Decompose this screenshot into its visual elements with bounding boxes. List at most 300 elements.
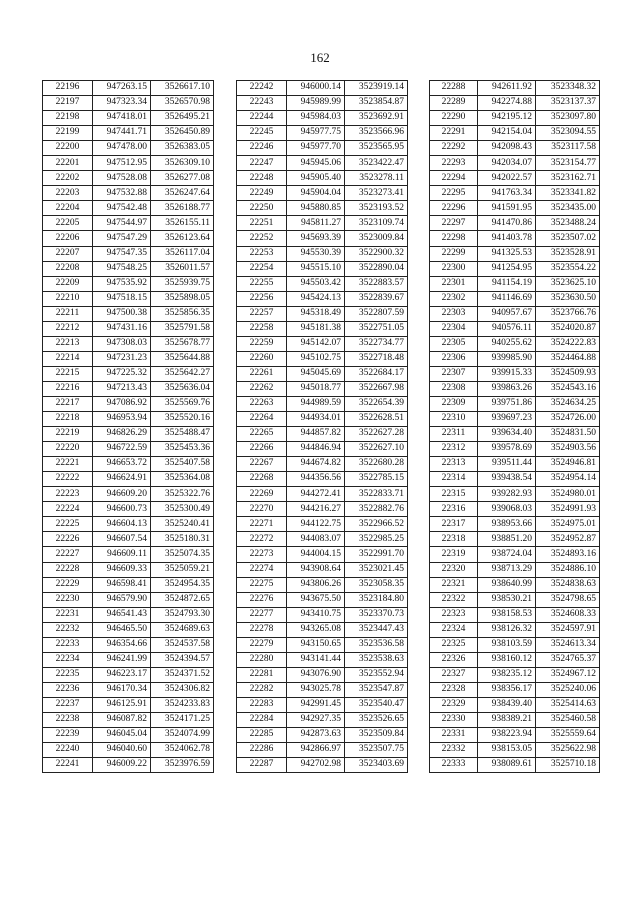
table-row [43, 562, 214, 577]
table-row [237, 321, 408, 336]
x-coordinate-cell: 945905.40 [287, 171, 345, 186]
x-coordinate-cell: 944083.07 [287, 532, 345, 547]
y-coordinate-cell: 3522628.51 [345, 412, 408, 427]
point-number-cell: 22203 [43, 186, 93, 201]
x-coordinate-cell: 945515.10 [287, 261, 345, 276]
table-row [430, 81, 600, 96]
y-coordinate-cell: 3524798.65 [536, 592, 600, 607]
y-coordinate-cell: 3522966.52 [345, 517, 408, 532]
point-number-cell: 22208 [43, 261, 93, 276]
y-coordinate-cell: 3525460.58 [536, 712, 600, 727]
y-coordinate-cell: 3523370.73 [345, 607, 408, 622]
table-row [430, 216, 600, 231]
point-number-cell: 22226 [43, 532, 93, 547]
x-coordinate-cell: 947308.03 [93, 336, 151, 351]
y-coordinate-cell: 3524946.81 [536, 457, 600, 472]
point-number-cell: 22199 [43, 126, 93, 141]
y-coordinate-cell: 3524062.78 [151, 743, 214, 758]
point-number-cell: 22264 [237, 412, 287, 427]
y-coordinate-cell: 3526247.64 [151, 186, 214, 201]
table-row [43, 246, 214, 261]
x-coordinate-cell: 942927.35 [287, 712, 345, 727]
x-coordinate-cell: 943150.65 [287, 637, 345, 652]
y-coordinate-cell: 3525059.21 [151, 562, 214, 577]
table-row [43, 306, 214, 321]
table-row [43, 81, 214, 96]
y-coordinate-cell: 3526123.64 [151, 231, 214, 246]
x-coordinate-cell: 942098.43 [478, 141, 536, 156]
y-coordinate-cell: 3524893.16 [536, 547, 600, 562]
point-number-cell: 22296 [430, 201, 478, 216]
table-row [430, 442, 600, 457]
x-coordinate-cell: 942022.57 [478, 171, 536, 186]
table-row [237, 577, 408, 592]
x-coordinate-cell: 947231.23 [93, 351, 151, 366]
x-coordinate-cell: 945945.06 [287, 156, 345, 171]
y-coordinate-cell: 3523526.65 [345, 712, 408, 727]
y-coordinate-cell: 3523097.80 [536, 111, 600, 126]
x-coordinate-cell: 942866.97 [287, 743, 345, 758]
table-row [237, 652, 408, 667]
table-row [430, 592, 600, 607]
x-coordinate-cell: 939282.93 [478, 487, 536, 502]
y-coordinate-cell: 3525240.06 [536, 682, 600, 697]
point-number-cell: 22246 [237, 141, 287, 156]
y-coordinate-cell: 3523137.37 [536, 96, 600, 111]
x-coordinate-cell: 938103.59 [478, 637, 536, 652]
x-coordinate-cell: 946598.41 [93, 577, 151, 592]
y-coordinate-cell: 3525322.76 [151, 487, 214, 502]
table-row [43, 96, 214, 111]
point-number-cell: 22304 [430, 321, 478, 336]
y-coordinate-cell: 3524597.91 [536, 622, 600, 637]
point-number-cell: 22198 [43, 111, 93, 126]
point-number-cell: 22233 [43, 637, 93, 652]
table-row [237, 487, 408, 502]
point-number-cell: 22210 [43, 291, 93, 306]
y-coordinate-cell: 3524954.35 [151, 577, 214, 592]
table-row [430, 532, 600, 547]
point-number-cell: 22231 [43, 607, 93, 622]
point-number-cell: 22216 [43, 381, 93, 396]
table-row [237, 712, 408, 727]
x-coordinate-cell: 945811.27 [287, 216, 345, 231]
y-coordinate-cell: 3523536.58 [345, 637, 408, 652]
x-coordinate-cell: 943141.44 [287, 652, 345, 667]
y-coordinate-cell: 3523566.96 [345, 126, 408, 141]
x-coordinate-cell: 943025.78 [287, 682, 345, 697]
x-coordinate-cell: 945018.77 [287, 381, 345, 396]
y-coordinate-cell: 3523507.75 [345, 743, 408, 758]
point-number-cell: 22215 [43, 366, 93, 381]
point-number-cell: 22253 [237, 246, 287, 261]
x-coordinate-cell: 939915.33 [478, 366, 536, 381]
x-coordinate-cell: 938235.12 [478, 667, 536, 682]
table-row [237, 457, 408, 472]
point-number-cell: 22306 [430, 351, 478, 366]
y-coordinate-cell: 3524967.12 [536, 667, 600, 682]
y-coordinate-cell: 3524394.57 [151, 652, 214, 667]
y-coordinate-cell: 3524543.16 [536, 381, 600, 396]
table-row [43, 592, 214, 607]
y-coordinate-cell: 3524371.52 [151, 667, 214, 682]
y-coordinate-cell: 3523447.43 [345, 622, 408, 637]
point-number-cell: 22252 [237, 231, 287, 246]
y-coordinate-cell: 3524464.88 [536, 351, 600, 366]
point-number-cell: 22218 [43, 412, 93, 427]
y-coordinate-cell: 3524171.25 [151, 712, 214, 727]
table-row [43, 487, 214, 502]
x-coordinate-cell: 947548.25 [93, 261, 151, 276]
x-coordinate-cell: 943675.50 [287, 592, 345, 607]
x-coordinate-cell: 938153.05 [478, 743, 536, 758]
y-coordinate-cell: 3524872.65 [151, 592, 214, 607]
point-number-cell: 22211 [43, 306, 93, 321]
table-row [237, 201, 408, 216]
table-row [43, 667, 214, 682]
point-number-cell: 22263 [237, 396, 287, 411]
point-number-cell: 22294 [430, 171, 478, 186]
point-number-cell: 22325 [430, 637, 478, 652]
x-coordinate-cell: 946600.73 [93, 502, 151, 517]
table-row [430, 366, 600, 381]
y-coordinate-cell: 3524608.33 [536, 607, 600, 622]
x-coordinate-cell: 938851.20 [478, 532, 536, 547]
table-row [430, 291, 600, 306]
point-number-cell: 22219 [43, 427, 93, 442]
table-row [237, 607, 408, 622]
point-number-cell: 22238 [43, 712, 93, 727]
table-row [43, 607, 214, 622]
y-coordinate-cell: 3523554.22 [536, 261, 600, 276]
table-row [237, 366, 408, 381]
x-coordinate-cell: 943265.08 [287, 622, 345, 637]
point-number-cell: 22326 [430, 652, 478, 667]
y-coordinate-cell: 3524831.50 [536, 427, 600, 442]
x-coordinate-cell: 944004.15 [287, 547, 345, 562]
point-number-cell: 22319 [430, 547, 478, 562]
y-coordinate-cell: 3522680.28 [345, 457, 408, 472]
point-number-cell: 22242 [237, 81, 287, 96]
y-coordinate-cell: 3522833.71 [345, 487, 408, 502]
y-coordinate-cell: 3523976.59 [151, 758, 214, 773]
point-number-cell: 22213 [43, 336, 93, 351]
x-coordinate-cell: 946624.91 [93, 472, 151, 487]
point-number-cell: 22255 [237, 276, 287, 291]
x-coordinate-cell: 947418.01 [93, 111, 151, 126]
point-number-cell: 22300 [430, 261, 478, 276]
point-number-cell: 22286 [237, 743, 287, 758]
x-coordinate-cell: 946125.91 [93, 697, 151, 712]
y-coordinate-cell: 3522839.67 [345, 291, 408, 306]
y-coordinate-cell: 3524952.87 [536, 532, 600, 547]
y-coordinate-cell: 3526617.10 [151, 81, 214, 96]
x-coordinate-cell: 945984.03 [287, 111, 345, 126]
point-number-cell: 22333 [430, 758, 478, 773]
y-coordinate-cell: 3526309.10 [151, 156, 214, 171]
y-coordinate-cell: 3525559.64 [536, 728, 600, 743]
table-row [430, 351, 600, 366]
y-coordinate-cell: 3525569.76 [151, 396, 214, 411]
x-coordinate-cell: 944122.75 [287, 517, 345, 532]
point-number-cell: 22248 [237, 171, 287, 186]
table-row [237, 216, 408, 231]
table-row [237, 562, 408, 577]
y-coordinate-cell: 3522627.28 [345, 427, 408, 442]
table-row [430, 502, 600, 517]
x-coordinate-cell: 945880.85 [287, 201, 345, 216]
y-coordinate-cell: 3523193.52 [345, 201, 408, 216]
table-row [43, 201, 214, 216]
table-row [430, 396, 600, 411]
point-number-cell: 22230 [43, 592, 93, 607]
y-coordinate-cell: 3526570.98 [151, 96, 214, 111]
table-row [430, 697, 600, 712]
x-coordinate-cell: 941591.95 [478, 201, 536, 216]
table-row [430, 306, 600, 321]
y-coordinate-cell: 3526277.08 [151, 171, 214, 186]
y-coordinate-cell: 3526450.89 [151, 126, 214, 141]
table-row [43, 697, 214, 712]
point-number-cell: 22269 [237, 487, 287, 502]
x-coordinate-cell: 946241.99 [93, 652, 151, 667]
point-number-cell: 22268 [237, 472, 287, 487]
point-number-cell: 22204 [43, 201, 93, 216]
x-coordinate-cell: 938158.53 [478, 607, 536, 622]
table-row [43, 141, 214, 156]
y-coordinate-cell: 3522807.59 [345, 306, 408, 321]
point-number-cell: 22227 [43, 547, 93, 562]
point-number-cell: 22311 [430, 427, 478, 442]
table-row [430, 381, 600, 396]
x-coordinate-cell: 947528.08 [93, 171, 151, 186]
point-number-cell: 22239 [43, 728, 93, 743]
x-coordinate-cell: 938439.40 [478, 697, 536, 712]
x-coordinate-cell: 944674.82 [287, 457, 345, 472]
x-coordinate-cell: 946045.04 [93, 728, 151, 743]
table-row [237, 728, 408, 743]
point-number-cell: 22320 [430, 562, 478, 577]
x-coordinate-cell: 944272.41 [287, 487, 345, 502]
point-number-cell: 22273 [237, 547, 287, 562]
table-row [430, 562, 600, 577]
y-coordinate-cell: 3525453.36 [151, 442, 214, 457]
point-number-cell: 22329 [430, 697, 478, 712]
x-coordinate-cell: 938713.29 [478, 562, 536, 577]
x-coordinate-cell: 946354.66 [93, 637, 151, 652]
x-coordinate-cell: 941470.86 [478, 216, 536, 231]
point-number-cell: 22293 [430, 156, 478, 171]
table-row [43, 547, 214, 562]
table-row [237, 667, 408, 682]
x-coordinate-cell: 947532.88 [93, 186, 151, 201]
table-row [430, 276, 600, 291]
y-coordinate-cell: 3525622.98 [536, 743, 600, 758]
x-coordinate-cell: 940957.67 [478, 306, 536, 321]
point-number-cell: 22328 [430, 682, 478, 697]
x-coordinate-cell: 947263.15 [93, 81, 151, 96]
table-row [43, 381, 214, 396]
table-row [430, 336, 600, 351]
y-coordinate-cell: 3525364.08 [151, 472, 214, 487]
table-row [430, 457, 600, 472]
point-number-cell: 22220 [43, 442, 93, 457]
table-row [43, 637, 214, 652]
point-number-cell: 22283 [237, 697, 287, 712]
x-coordinate-cell: 938126.32 [478, 622, 536, 637]
table-row [430, 201, 600, 216]
point-number-cell: 22212 [43, 321, 93, 336]
y-coordinate-cell: 3522684.17 [345, 366, 408, 381]
point-number-cell: 22240 [43, 743, 93, 758]
y-coordinate-cell: 3523625.10 [536, 276, 600, 291]
table-row [430, 321, 600, 336]
x-coordinate-cell: 946040.60 [93, 743, 151, 758]
point-number-cell: 22235 [43, 667, 93, 682]
table-row [43, 231, 214, 246]
x-coordinate-cell: 942034.07 [478, 156, 536, 171]
table-row [237, 682, 408, 697]
point-number-cell: 22280 [237, 652, 287, 667]
y-coordinate-cell: 3522734.77 [345, 336, 408, 351]
y-coordinate-cell: 3524838.63 [536, 577, 600, 592]
table-row [43, 321, 214, 336]
x-coordinate-cell: 944216.27 [287, 502, 345, 517]
x-coordinate-cell: 938724.04 [478, 547, 536, 562]
y-coordinate-cell: 3524991.93 [536, 502, 600, 517]
point-number-cell: 22228 [43, 562, 93, 577]
point-number-cell: 22308 [430, 381, 478, 396]
point-number-cell: 22321 [430, 577, 478, 592]
point-number-cell: 22297 [430, 216, 478, 231]
table-row [430, 487, 600, 502]
x-coordinate-cell: 947441.71 [93, 126, 151, 141]
x-coordinate-cell: 946722.59 [93, 442, 151, 457]
table-row [430, 412, 600, 427]
x-coordinate-cell: 945181.38 [287, 321, 345, 336]
x-coordinate-cell: 946087.82 [93, 712, 151, 727]
table-row [43, 577, 214, 592]
x-coordinate-cell: 939438.54 [478, 472, 536, 487]
x-coordinate-cell: 947542.48 [93, 201, 151, 216]
point-number-cell: 22305 [430, 336, 478, 351]
table-row [43, 156, 214, 171]
x-coordinate-cell: 945318.49 [287, 306, 345, 321]
y-coordinate-cell: 3523348.32 [536, 81, 600, 96]
x-coordinate-cell: 946000.14 [287, 81, 345, 96]
x-coordinate-cell: 947518.15 [93, 291, 151, 306]
y-coordinate-cell: 3525240.41 [151, 517, 214, 532]
x-coordinate-cell: 944846.94 [287, 442, 345, 457]
table-row [430, 96, 600, 111]
table-row [237, 351, 408, 366]
y-coordinate-cell: 3523919.14 [345, 81, 408, 96]
point-number-cell: 22316 [430, 502, 478, 517]
point-number-cell: 22312 [430, 442, 478, 457]
x-coordinate-cell: 942702.98 [287, 758, 345, 773]
table-row [43, 442, 214, 457]
y-coordinate-cell: 3525300.49 [151, 502, 214, 517]
point-number-cell: 22299 [430, 246, 478, 261]
point-number-cell: 22245 [237, 126, 287, 141]
table-row [237, 427, 408, 442]
table-row [237, 697, 408, 712]
point-number-cell: 22289 [430, 96, 478, 111]
coordinate-table-left [42, 80, 214, 773]
table-row [430, 156, 600, 171]
point-number-cell: 22209 [43, 276, 93, 291]
table-row [43, 743, 214, 758]
table-row [430, 667, 600, 682]
point-number-cell: 22310 [430, 412, 478, 427]
x-coordinate-cell: 947512.95 [93, 156, 151, 171]
table-row [43, 427, 214, 442]
point-number-cell: 22222 [43, 472, 93, 487]
point-number-cell: 22276 [237, 592, 287, 607]
table-row [237, 111, 408, 126]
point-number-cell: 22277 [237, 607, 287, 622]
x-coordinate-cell: 945693.39 [287, 231, 345, 246]
point-number-cell: 22257 [237, 306, 287, 321]
y-coordinate-cell: 3523507.02 [536, 231, 600, 246]
table-row [237, 502, 408, 517]
x-coordinate-cell: 942611.92 [478, 81, 536, 96]
point-number-cell: 22221 [43, 457, 93, 472]
point-number-cell: 22266 [237, 442, 287, 457]
x-coordinate-cell: 946609.33 [93, 562, 151, 577]
y-coordinate-cell: 3523154.77 [536, 156, 600, 171]
y-coordinate-cell: 3523162.71 [536, 171, 600, 186]
x-coordinate-cell: 945989.99 [287, 96, 345, 111]
y-coordinate-cell: 3523630.50 [536, 291, 600, 306]
point-number-cell: 22309 [430, 396, 478, 411]
table-row [430, 171, 600, 186]
point-number-cell: 22302 [430, 291, 478, 306]
table-row [237, 547, 408, 562]
table-row [430, 743, 600, 758]
table-row [43, 336, 214, 351]
table-row [43, 396, 214, 411]
table-row [43, 366, 214, 381]
y-coordinate-cell: 3522718.48 [345, 351, 408, 366]
y-coordinate-cell: 3524509.93 [536, 366, 600, 381]
y-coordinate-cell: 3526155.11 [151, 216, 214, 231]
y-coordinate-cell: 3524689.63 [151, 622, 214, 637]
coordinate-table-right [429, 80, 600, 773]
y-coordinate-cell: 3522991.70 [345, 547, 408, 562]
x-coordinate-cell: 946170.34 [93, 682, 151, 697]
table-row [43, 186, 214, 201]
y-coordinate-cell: 3523117.58 [536, 141, 600, 156]
table-row [237, 306, 408, 321]
table-row [43, 728, 214, 743]
point-number-cell: 22295 [430, 186, 478, 201]
x-coordinate-cell: 938953.66 [478, 517, 536, 532]
y-coordinate-cell: 3523435.00 [536, 201, 600, 216]
table-row [43, 291, 214, 306]
x-coordinate-cell: 942991.45 [287, 697, 345, 712]
point-number-cell: 22282 [237, 682, 287, 697]
x-coordinate-cell: 944989.59 [287, 396, 345, 411]
point-number-cell: 22275 [237, 577, 287, 592]
x-coordinate-cell: 946953.94 [93, 412, 151, 427]
table-row [237, 186, 408, 201]
x-coordinate-cell: 946541.43 [93, 607, 151, 622]
y-coordinate-cell: 3525488.47 [151, 427, 214, 442]
x-coordinate-cell: 939863.26 [478, 381, 536, 396]
y-coordinate-cell: 3523009.84 [345, 231, 408, 246]
point-number-cell: 22214 [43, 351, 93, 366]
